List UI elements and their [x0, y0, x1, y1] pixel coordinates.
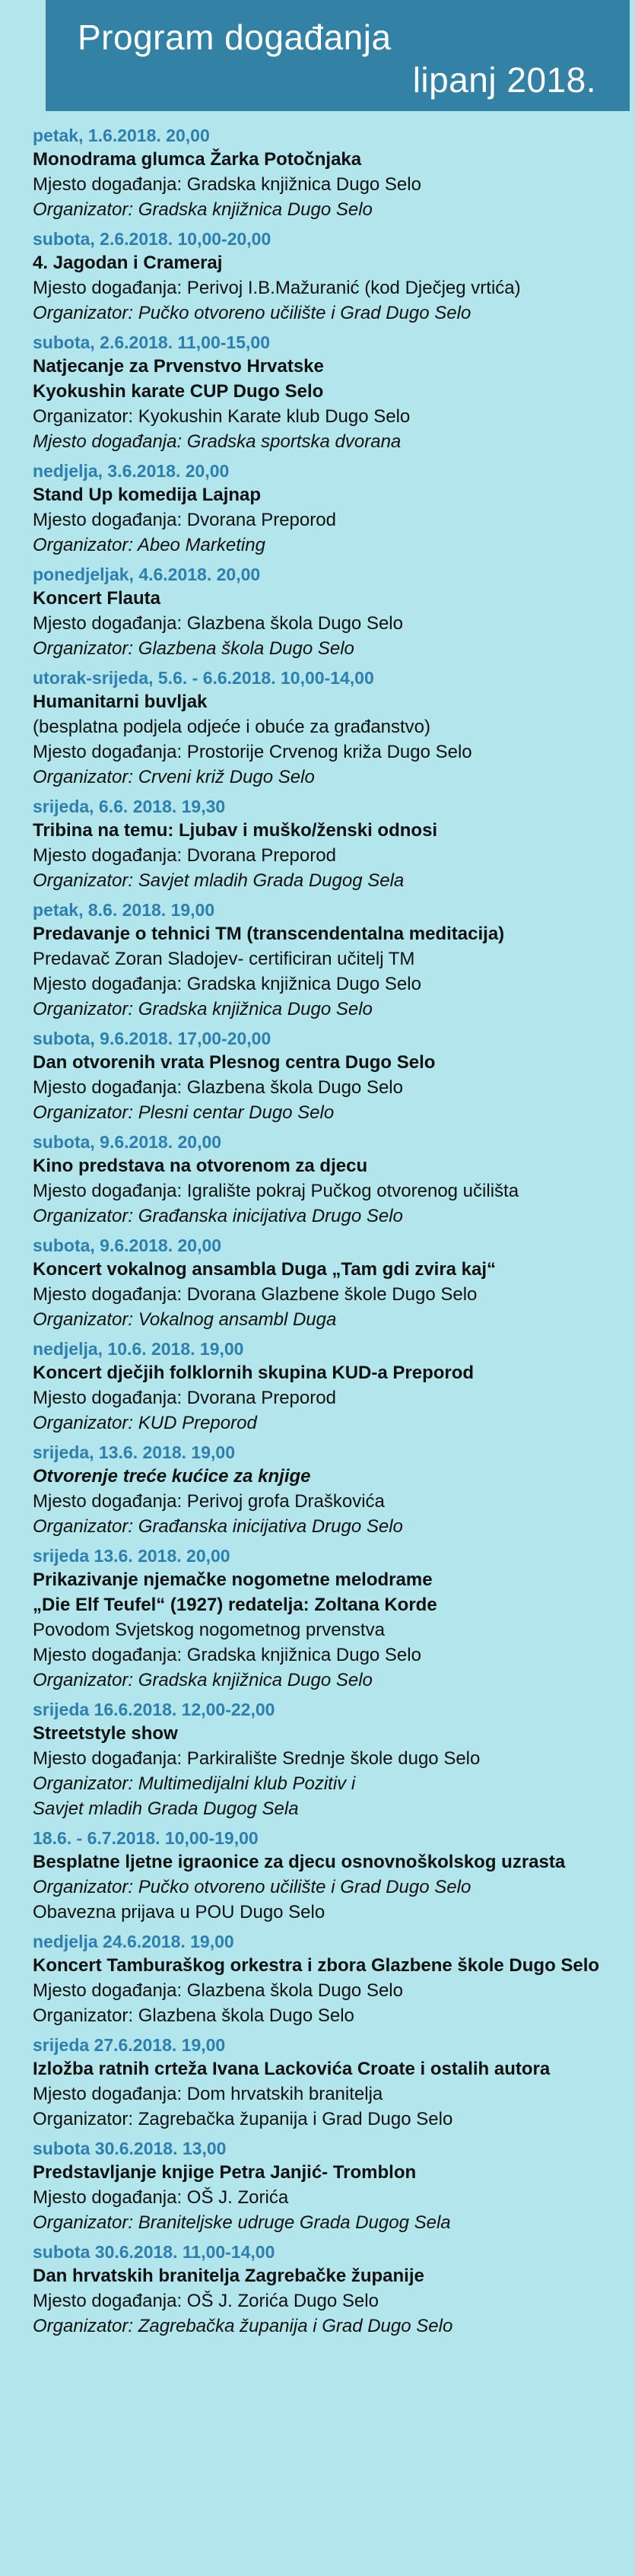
event-spacer [33, 326, 627, 332]
event-detail: Mjesto događanja: Prostorije Crvenog križa Dugo Selo [33, 742, 472, 762]
event-title: Predavanje o tehnici TM (transcendentalna meditacija) [33, 924, 505, 944]
event-spacer [33, 1125, 627, 1131]
event-detail: Organizator: Pučko otvoreno učilište i Grad Dugo Selo [33, 1877, 471, 1897]
event-title: Dan otvorenih vrata Plesnog centra Dugo Selo [33, 1052, 436, 1073]
event-detail: Organizator: Kyokushin Karate klub Dugo Selo [33, 406, 411, 427]
event-title: Predstavljanje knjige Petra Janjić- Tromblon [33, 2162, 417, 2183]
event-detail: Organizator: KUD Preporod [33, 1413, 257, 1433]
event-date: subota, 9.6.2018. 20,00 [33, 1132, 222, 1152]
event-title: Izložba ratnih crteža Ivana Lackovića Croate i ostalih autora [33, 2059, 551, 2079]
event-detail: Organizator: Savjet mladih Grada Dugog Sela [33, 870, 405, 891]
event-item [33, 1699, 627, 1827]
event-date: utorak-srijeda, 5.6. - 6.6.2018. 10,00-14,00 [33, 668, 374, 688]
event-item [33, 1931, 627, 2034]
event-date: nedjelja, 10.6. 2018. 19,00 [33, 1339, 244, 1359]
event-detail: Mjesto događanja: Dvorana Preporod [33, 510, 336, 530]
event-detail: Organizator: Građanska inicijativa Drugo Selo [33, 1516, 403, 1537]
event-date: subota, 2.6.2018. 10,00-20,00 [33, 229, 271, 249]
event-title: Monodrama glumca Žarka Potočnjaka [33, 149, 362, 170]
event-detail: Predavač Zoran Sladojev- certificiran učitelj TM [33, 949, 415, 969]
event-spacer [33, 1925, 627, 1931]
event-detail: Organizator: Multimedijalni klub Pozitiv i [33, 1773, 356, 1794]
event-date: subota, 9.6.2018. 20,00 [33, 1236, 222, 1255]
event-spacer [33, 1229, 627, 1235]
event-detail: Savjet mladih Grada Dugog Sela [33, 1798, 299, 1819]
event-spacer [33, 1332, 627, 1338]
event-detail: „Die Elf Teufel“ (1927) redatelja: Zoltana Korde [33, 1595, 437, 1615]
event-detail: Organizator: Gradska knjižnica Dugo Selo [33, 199, 373, 220]
event-date: petak, 8.6. 2018. 19,00 [33, 900, 215, 920]
event-detail: Mjesto događanja: OŠ J. Zorića [33, 2187, 289, 2208]
event-spacer [33, 1821, 627, 1827]
event-detail: Mjesto događanja: Dvorana Preporod [33, 845, 336, 866]
event-date: srijeda 27.6.2018. 19,00 [33, 2035, 226, 2055]
event-detail: Mjesto događanja: Dvorana Preporod [33, 1388, 336, 1408]
event-date: nedjelja, 3.6.2018. 20,00 [33, 461, 230, 481]
event-title: Natjecanje za Prvenstvo Hrvatske [33, 356, 324, 377]
event-title: Besplatne ljetne igraonice za djecu osnovnoškolskog uzrasta [33, 1852, 566, 1872]
event-detail: Mjesto događanja: Dom hrvatskih branitelja [33, 2084, 383, 2104]
event-detail: Organizator: Zagrebačka županija i Grad Dugo Selo [33, 2316, 453, 2336]
event-detail: Organizator: Crveni križ Dugo Selo [33, 767, 315, 787]
event-title: Koncert Tamburaškog orkestra i zbora Glazbene škole Dugo Selo [33, 1955, 600, 1976]
event-date: subota, 2.6.2018. 11,00-15,00 [33, 332, 270, 352]
event-detail: Mjesto događanja: Glazbena škola Dugo Selo [33, 1077, 403, 1098]
event-detail: Organizator: Vokalnog ansambl Duga [33, 1309, 337, 1330]
event-item [33, 125, 627, 228]
event-detail: Organizator: Zagrebačka županija i Grad Dugo Selo [33, 2109, 453, 2129]
event-detail: Mjesto događanja: Parkiralište Srednje škole dugo Selo [33, 1748, 481, 1769]
event-detail: Mjesto događanja: Perivoj grofa Draškovića [33, 1491, 385, 1512]
event-detail: Organizator: Gradska knjižnica Dugo Selo [33, 999, 373, 1019]
event-date: srijeda 13.6. 2018. 20,00 [33, 1546, 230, 1566]
event-title: Kino predstava na otvorenom za djecu [33, 1156, 368, 1176]
event-detail: Organizator: Abeo Marketing [33, 535, 265, 555]
event-spacer [33, 558, 627, 564]
page-subtitle: lipanj 2018. [412, 60, 596, 100]
event-spacer [33, 2132, 627, 2138]
event-item [33, 1827, 627, 1931]
event-item [33, 332, 627, 460]
event-item [33, 1235, 627, 1338]
event-item [33, 1131, 627, 1235]
event-item [33, 460, 627, 564]
event-spacer [33, 1436, 627, 1442]
event-detail: Mjesto događanja: Perivoj I.B.Mažuranić (kod Dječjeg vrtića) [33, 278, 521, 298]
event-detail: Mjesto događanja: Gradska knjižnica Dugo Selo [33, 1645, 421, 1665]
event-item [33, 899, 627, 1028]
event-date: srijeda, 6.6. 2018. 19,30 [33, 797, 226, 816]
event-detail: Obavezna prijava u POU Dugo Selo [33, 1902, 325, 1922]
page-title: Program događanja [78, 17, 392, 57]
event-detail: Organizator: Građanska inicijativa Drugo Selo [33, 1206, 403, 1226]
event-title: Tribina na temu: Ljubav i muško/ženski odnosi [33, 820, 438, 841]
event-list [33, 125, 627, 2345]
event-title: Koncert Flauta [33, 588, 161, 609]
event-detail: Mjesto događanja: Gradska knjižnica Dugo Selo [33, 974, 421, 994]
event-detail: Povodom Svjetskog nogometnog prvenstva [33, 1620, 385, 1640]
event-date: subota 30.6.2018. 11,00-14,00 [33, 2242, 275, 2262]
event-detail: Organizator: Glazbena škola Dugo Selo [33, 638, 354, 659]
event-detail: (besplatna podjela odjeće i obuće za građanstvo) [33, 717, 431, 737]
event-title: Humanitarni buvljak [33, 692, 208, 712]
event-item [33, 2138, 627, 2241]
event-spacer [33, 2235, 627, 2241]
event-spacer [33, 790, 627, 796]
event-detail: Mjesto događanja: Dvorana Glazbene škole Dugo Selo [33, 1284, 478, 1305]
event-spacer [33, 1693, 627, 1699]
event-detail: Organizator: Gradska knjižnica Dugo Selo [33, 1670, 373, 1690]
event-date: 18.6. - 6.7.2018. 10,00-19,00 [33, 1828, 259, 1848]
event-detail: Mjesto događanja: Gradska sportska dvorana [33, 431, 402, 452]
event-spacer [33, 1022, 627, 1028]
event-date: subota 30.6.2018. 13,00 [33, 2139, 227, 2158]
event-spacer [33, 661, 627, 667]
event-title: Koncert vokalnog ansambla Duga „Tam gdi zvira kaj“ [33, 1259, 497, 1280]
event-title: Otvorenje treće kućice za knjige [33, 1466, 311, 1487]
event-item [33, 1442, 627, 1545]
event-title: Stand Up komedija Lajnap [33, 485, 262, 505]
event-item [33, 2241, 627, 2345]
event-detail: Organizator: Pučko otvoreno učilište i Grad Dugo Selo [33, 303, 471, 323]
event-detail: Mjesto događanja: Gradska knjižnica Dugo Selo [33, 174, 421, 195]
event-spacer [33, 893, 627, 899]
event-detail: Organizator: Braniteljske udruge Grada Dugog Sela [33, 2212, 451, 2233]
event-title: Dan hrvatskih branitelja Zagrebačke županije [33, 2266, 424, 2286]
event-date: srijeda, 13.6. 2018. 19,00 [33, 1442, 235, 1462]
event-item [33, 564, 627, 667]
event-detail: Mjesto događanja: Glazbena škola Dugo Selo [33, 1980, 403, 2001]
event-date: petak, 1.6.2018. 20,00 [33, 126, 210, 145]
event-spacer [33, 2339, 627, 2345]
header [0, 0, 635, 114]
header-banner [46, 0, 630, 111]
event-detail: Mjesto događanja: OŠ J. Zorića Dugo Selo [33, 2291, 379, 2311]
event-detail: Mjesto događanja: Glazbena škola Dugo Selo [33, 613, 403, 634]
event-detail: Organizator: Plesni centar Dugo Selo [33, 1102, 335, 1123]
event-item [33, 2034, 627, 2138]
event-spacer [33, 1539, 627, 1545]
event-detail: Organizator: Glazbena škola Dugo Selo [33, 2005, 354, 2026]
event-item [33, 1028, 627, 1131]
event-detail: Kyokushin karate CUP Dugo Selo [33, 381, 324, 402]
event-title: Koncert dječjih folklornih skupina KUD-a Preporod [33, 1363, 475, 1383]
event-title: Prikazivanje njemačke nogometne melodrame [33, 1569, 433, 1590]
event-detail: Mjesto događanja: Igralište pokraj Pučkog otvorenog učilišta [33, 1181, 519, 1201]
event-item [33, 228, 627, 332]
event-title: 4. Jagodan i Crameraj [33, 253, 223, 273]
event-spacer [33, 454, 627, 460]
event-spacer [33, 2028, 627, 2034]
event-item [33, 1338, 627, 1442]
event-title: Streetstyle show [33, 1723, 178, 1744]
event-date: nedjelja 24.6.2018. 19,00 [33, 1932, 234, 1951]
event-item [33, 667, 627, 796]
event-date: subota, 9.6.2018. 17,00-20,00 [33, 1029, 271, 1048]
event-spacer [33, 222, 627, 228]
event-item [33, 1545, 627, 1699]
event-item [33, 796, 627, 899]
event-date: ponedjeljak, 4.6.2018. 20,00 [33, 564, 261, 584]
event-date: srijeda 16.6.2018. 12,00-22,00 [33, 1700, 275, 1719]
